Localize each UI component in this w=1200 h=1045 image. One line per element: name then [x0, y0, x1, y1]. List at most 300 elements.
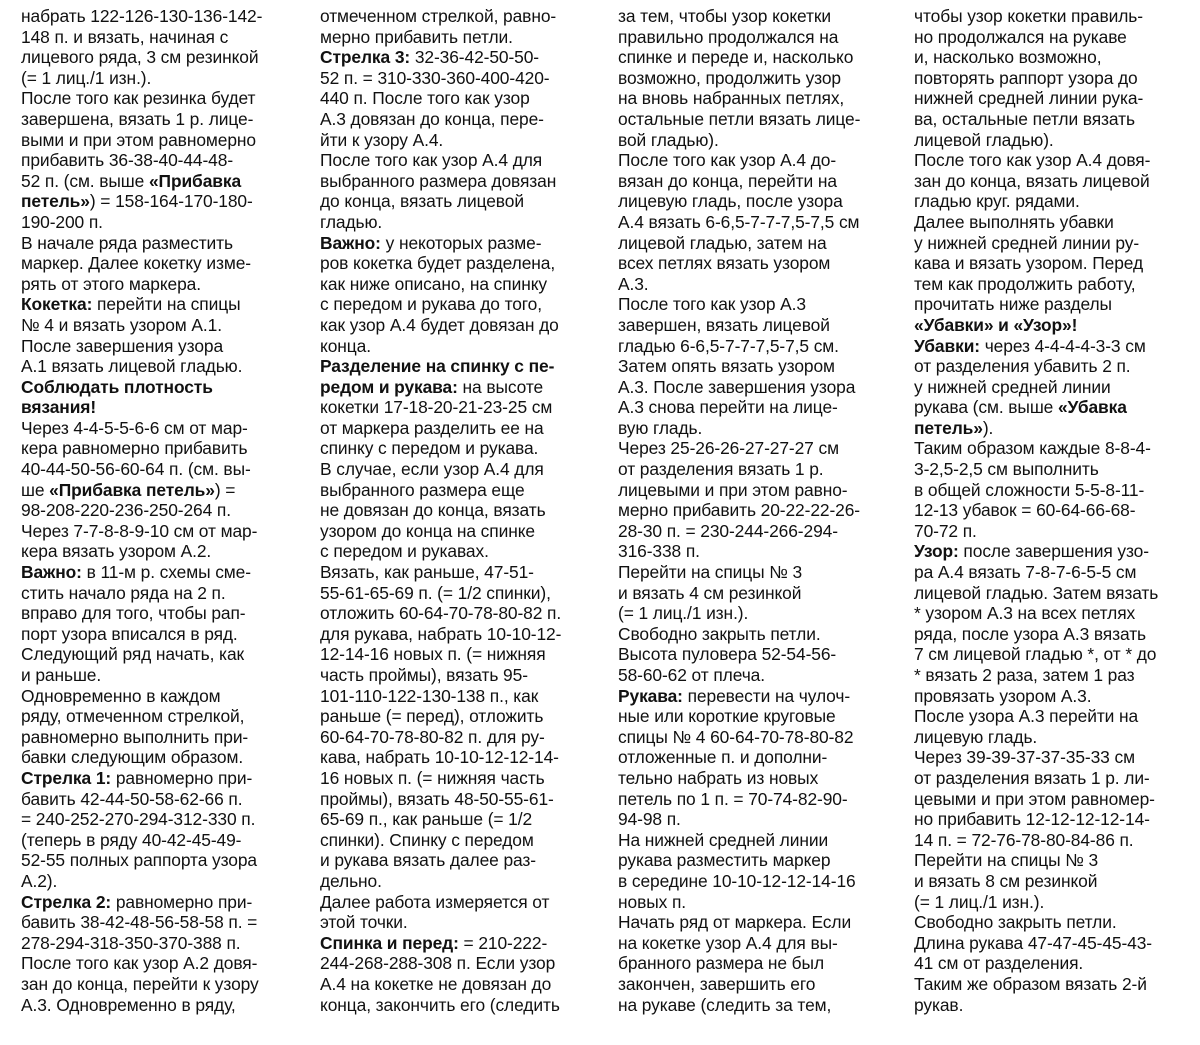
- body-text: спинку с передом и рукава.: [320, 438, 539, 459]
- text-line: [914, 68, 1194, 89]
- text-line: [320, 459, 600, 480]
- body-text: Вязать, как раньше, 47-51-: [320, 562, 534, 583]
- text-line: [618, 747, 896, 768]
- text-line: [21, 438, 303, 459]
- bold-heading-text: Рукава:: [618, 685, 683, 706]
- body-text: (= 1 лиц./1 изн.).: [914, 891, 1045, 912]
- text-line: [618, 27, 896, 48]
- text-line: [914, 233, 1194, 254]
- text-line: [914, 438, 1194, 459]
- text-line: [618, 88, 896, 109]
- text-line: [618, 377, 896, 398]
- bold-heading-text: Важно:: [320, 232, 381, 253]
- text-line: [914, 397, 1194, 418]
- body-text: спинки). Спинку с передом: [320, 829, 534, 850]
- body-text: на высоте: [457, 376, 544, 397]
- text-line: [320, 356, 600, 377]
- text-line: [914, 727, 1194, 748]
- body-text: вую гладь.: [618, 417, 703, 438]
- text-line: [320, 109, 600, 130]
- body-text: через 4-4-4-4-3-3 см: [979, 335, 1146, 356]
- text-line: [618, 871, 896, 892]
- body-text: В начале ряда разместить: [21, 232, 234, 253]
- text-line: [320, 850, 600, 871]
- body-text: проймы), вязать 48-50-55-61-: [320, 788, 554, 809]
- bold-heading-text: Разделение на спинку с пе-: [320, 356, 555, 377]
- text-line: [21, 665, 303, 686]
- body-text: После того как узор А.4 довя-: [914, 150, 1151, 171]
- text-line: [618, 130, 896, 151]
- body-text: и вязать 8 см резинкой: [914, 870, 1098, 891]
- bold-heading-text: Убавки:: [914, 335, 980, 356]
- text-line: [21, 27, 303, 48]
- body-text: от разделения вязать 1 р. ли-: [914, 767, 1150, 788]
- text-line: [914, 377, 1194, 398]
- body-text: мерно прибавить 20-22-22-26-: [618, 500, 860, 521]
- text-line: [320, 789, 600, 810]
- text-line: [320, 727, 600, 748]
- bold-heading-text: редом и рукава:: [320, 376, 458, 397]
- body-text: Затем опять вязать узором: [618, 356, 835, 377]
- body-text: часть проймы), вязать 95-: [320, 665, 528, 685]
- text-line: [618, 315, 896, 336]
- body-text: ) = 158-164-170-180-: [89, 191, 253, 212]
- body-text: Далее выполнять убавки: [914, 211, 1114, 232]
- text-line: [320, 47, 600, 68]
- body-text: 12-13 убавок = 60-64-66-68-: [914, 500, 1136, 521]
- text-line: [320, 274, 600, 295]
- text-column-3: [618, 6, 896, 1015]
- body-text: за тем, чтобы узор кокетки: [618, 6, 832, 26]
- text-line: [914, 789, 1194, 810]
- body-text: После того как узор А.4 для: [320, 150, 543, 171]
- text-line: [21, 88, 303, 109]
- body-text: выбранного размера еще: [320, 479, 525, 500]
- body-text: не довязан до конца, вязать: [320, 500, 546, 521]
- body-text: и раньше.: [21, 665, 102, 685]
- text-line: [21, 397, 303, 418]
- body-text: порт узора вписался в ряд.: [21, 623, 238, 644]
- text-line: [320, 253, 600, 274]
- body-text: Свободно закрыть петли.: [914, 912, 1117, 933]
- body-text: и рукава вязать далее раз-: [320, 850, 536, 871]
- text-line: [21, 953, 303, 974]
- body-text: бавить 38-42-48-56-58-58 п. =: [21, 912, 258, 933]
- text-line: [320, 480, 600, 501]
- bold-heading-text: «Убавки» и «Узор»!: [914, 314, 1078, 335]
- text-line: [914, 583, 1194, 604]
- bold-heading-text: петель»: [21, 191, 90, 212]
- body-text: на кокетке узор А.4 для вы-: [618, 932, 838, 953]
- body-text: до конца, вязать лицевой: [320, 191, 524, 212]
- body-text: 70-72 п.: [914, 520, 977, 541]
- text-line: [914, 871, 1194, 892]
- body-text: в середине 10-10-12-12-14-16: [618, 870, 856, 891]
- text-line: [618, 150, 896, 171]
- text-line: [21, 686, 303, 707]
- body-text: спицы № 4 60-64-70-78-80-82: [618, 726, 854, 747]
- text-line: [618, 933, 896, 954]
- body-text: А.3 довязан до конца, пере-: [320, 108, 544, 129]
- text-line: [320, 809, 600, 830]
- body-text: конца, закончить его (следить: [320, 994, 560, 1015]
- text-line: [21, 850, 303, 871]
- body-text: кава и вязать узором. Перед: [914, 253, 1144, 274]
- text-line: [21, 191, 303, 212]
- text-line: [618, 356, 896, 377]
- text-line: [320, 212, 600, 233]
- text-line: [320, 377, 600, 398]
- body-text: провязать узором А.3.: [914, 685, 1092, 706]
- text-line: [618, 294, 896, 315]
- body-text: 440 п. После того как узор: [320, 88, 530, 109]
- body-text: 98-208-220-236-250-264 п.: [21, 500, 231, 521]
- text-line: [320, 871, 600, 892]
- text-line: [914, 665, 1194, 686]
- body-text: равномерно при-: [111, 891, 253, 912]
- body-text: отложить 60-64-70-78-80-82 п.: [320, 603, 562, 624]
- body-text: повторять раппорт узора до: [914, 67, 1138, 88]
- body-text: После завершения узора: [21, 335, 224, 356]
- bold-heading-text: «Прибавка: [148, 170, 242, 191]
- body-text: бавки следующим образом.: [21, 747, 244, 768]
- body-text: ) =: [214, 479, 236, 500]
- text-line: [618, 6, 896, 27]
- body-text: но продолжался на рукаве: [914, 26, 1127, 47]
- body-text: вязан до конца, перейти на: [618, 170, 837, 191]
- text-line: [21, 995, 303, 1016]
- text-line: [320, 315, 600, 336]
- body-text: * узором А.3 на всех петлях: [914, 603, 1136, 624]
- text-line: [320, 27, 600, 48]
- text-line: [618, 459, 896, 480]
- text-line: [21, 912, 303, 933]
- text-line: [21, 644, 303, 665]
- text-line: [21, 315, 303, 336]
- body-text: лицевую гладь, после узора: [618, 191, 843, 212]
- text-line: [914, 336, 1194, 357]
- body-text: правильно продолжался на: [618, 26, 839, 47]
- body-text: = 240-252-270-294-312-330 п.: [21, 809, 256, 830]
- body-text: новых п.: [618, 891, 686, 912]
- body-text: После того как резинка будет: [21, 88, 256, 109]
- body-text: * вязать 2 раза, затем 1 раз: [914, 665, 1135, 685]
- body-text: ва, остальные петли вязать: [914, 108, 1135, 129]
- text-line: [21, 500, 303, 521]
- body-text: кава, набрать 10-10-12-12-14-: [320, 747, 559, 768]
- text-line: [618, 809, 896, 830]
- body-text: цевыми и при этом равномер-: [914, 788, 1155, 809]
- text-line: [21, 68, 303, 89]
- text-line: [914, 459, 1194, 480]
- text-line: [618, 480, 896, 501]
- body-text: ные или короткие круговые: [618, 706, 836, 727]
- text-line: [21, 109, 303, 130]
- text-line: [21, 603, 303, 624]
- text-line: [618, 624, 896, 645]
- text-line: [320, 603, 600, 624]
- text-line: [914, 356, 1194, 377]
- text-line: [618, 953, 896, 974]
- body-text: выми и при этом равномерно: [21, 129, 256, 150]
- body-text: гладью.: [320, 211, 383, 232]
- text-line: [914, 892, 1194, 913]
- text-line: [914, 212, 1194, 233]
- body-text: остальные петли вязать лице-: [618, 108, 861, 129]
- text-line: [320, 583, 600, 604]
- text-line: [618, 727, 896, 748]
- body-text: 148 п. и вязать, начиная с: [21, 26, 229, 47]
- bold-heading-text: Спинка и перед:: [320, 932, 459, 953]
- text-line: [21, 274, 303, 295]
- text-line: [21, 768, 303, 789]
- text-line: [21, 6, 303, 27]
- body-text: 28-30 п. = 230-244-266-294-: [618, 520, 838, 541]
- text-line: [914, 27, 1194, 48]
- body-text: 16 новых п. (= нижняя часть: [320, 767, 545, 788]
- text-line: [914, 747, 1194, 768]
- text-line: [914, 850, 1194, 871]
- text-line: [618, 583, 896, 604]
- text-line: [618, 274, 896, 295]
- text-line: [320, 191, 600, 212]
- body-text: 7 см лицевой гладью *, от * до: [914, 644, 1157, 665]
- text-line: [21, 624, 303, 645]
- body-text: у некоторых разме-: [380, 232, 542, 253]
- body-text: 41 см от разделения.: [914, 953, 1084, 974]
- text-line: [21, 706, 303, 727]
- body-text: Через 39-39-37-37-35-33 см: [914, 747, 1135, 768]
- body-text: лицевую гладь.: [914, 726, 1038, 747]
- text-line: [21, 747, 303, 768]
- text-line: [320, 665, 600, 686]
- text-line: [914, 274, 1194, 295]
- body-text: чтобы узор кокетки правиль-: [914, 6, 1143, 26]
- text-line: [320, 500, 600, 521]
- text-line: [618, 706, 896, 727]
- text-line: [21, 583, 303, 604]
- text-line: [914, 88, 1194, 109]
- text-line: [320, 624, 600, 645]
- body-text: кокетки 17-18-20-21-23-25 см: [320, 397, 553, 418]
- body-text: мерно прибавить петли.: [320, 26, 513, 47]
- body-text: Через 25-26-26-27-27-27 см: [618, 438, 839, 459]
- text-line: [914, 47, 1194, 68]
- text-line: [320, 912, 600, 933]
- body-text: А.3. После завершения узора: [618, 376, 856, 397]
- text-line: [618, 191, 896, 212]
- body-text: нижней средней линии рука-: [914, 88, 1144, 109]
- text-line: [618, 789, 896, 810]
- text-line: [914, 644, 1194, 665]
- body-text: набрать 122-126-130-136-142-: [21, 6, 263, 26]
- body-text: А.3 снова перейти на лице-: [618, 397, 838, 418]
- text-line: [618, 418, 896, 439]
- body-text: Свободно закрыть петли.: [618, 623, 821, 644]
- body-text: ряда, после узора А.3 вязать: [914, 623, 1147, 644]
- body-text: от маркера разделить ее на: [320, 417, 544, 438]
- text-line: [914, 912, 1194, 933]
- body-text: 244-268-288-308 п. Если узор: [320, 953, 556, 974]
- body-text: рять от этого маркера.: [21, 273, 201, 294]
- text-line: [914, 480, 1194, 501]
- body-text: равномерно выполнить при-: [21, 726, 249, 747]
- text-line: [914, 809, 1194, 830]
- text-line: [914, 562, 1194, 583]
- text-line: [618, 397, 896, 418]
- text-line: [21, 892, 303, 913]
- text-line: [320, 68, 600, 89]
- text-line: [21, 541, 303, 562]
- text-line: [618, 912, 896, 933]
- text-line: [320, 892, 600, 913]
- text-line: [914, 521, 1194, 542]
- text-line: [21, 294, 303, 315]
- body-text: йти к узору А.4.: [320, 129, 444, 150]
- body-text: А.2).: [21, 870, 58, 891]
- text-line: [320, 521, 600, 542]
- bold-heading-text: Стрелка 2:: [21, 891, 112, 912]
- text-line: [618, 171, 896, 192]
- body-text: гладью 6-6,5-7-7-7,5-7,5 см.: [618, 335, 839, 356]
- body-text: лицевыми и при этом равно-: [618, 479, 848, 500]
- text-line: [914, 109, 1194, 130]
- text-line: [320, 830, 600, 851]
- body-text: зан до конца, перейти к узору: [21, 973, 259, 994]
- body-text: Высота пуловера 52-54-56-: [618, 644, 837, 665]
- body-text: Перейти на спицы № 3: [618, 562, 803, 583]
- body-text: и, насколько возможно,: [914, 47, 1102, 68]
- body-text: кера вязать узором А.2.: [21, 541, 212, 562]
- bold-heading-text: Важно:: [21, 562, 82, 583]
- text-line: [21, 130, 303, 151]
- text-line: [320, 397, 600, 418]
- text-line: [320, 294, 600, 315]
- body-text: А.4 вязать 6-6,5-7-7-7,5-7,5 см: [618, 211, 860, 232]
- body-text: рукава разместить маркер: [618, 850, 831, 871]
- body-text: дельно.: [320, 870, 382, 891]
- bold-heading-text: Стрелка 1:: [21, 767, 112, 788]
- body-text: для рукава, набрать 10-10-12-: [320, 623, 562, 644]
- body-text: После узора А.3 перейти на: [914, 706, 1139, 727]
- body-text: А.1 вязать лицевой гладью.: [21, 356, 243, 377]
- text-line: [618, 521, 896, 542]
- text-line: [914, 974, 1194, 995]
- body-text: отмеченном стрелкой, равно-: [320, 6, 557, 26]
- text-line: [320, 644, 600, 665]
- bold-heading-text: Узор:: [914, 541, 959, 562]
- body-text: от разделения вязать 1 р.: [618, 459, 824, 480]
- body-text: вправо для того, чтобы рап-: [21, 603, 246, 624]
- text-line: [914, 624, 1194, 645]
- body-text: 52 п. = 310-330-360-400-420-: [320, 67, 550, 88]
- body-text: 14 п. = 72-76-78-80-84-86 п.: [914, 829, 1134, 850]
- text-line: [320, 6, 600, 27]
- body-text: ров кокетка будет разделена,: [320, 253, 556, 274]
- body-text: 52-55 полных раппорта узора: [21, 850, 257, 871]
- body-text: лицевой гладью, затем на: [618, 232, 827, 253]
- body-text: На нижней средней линии: [618, 829, 829, 850]
- text-line: [21, 418, 303, 439]
- body-text: как ниже описано, на спинку: [320, 273, 548, 294]
- text-line: [21, 727, 303, 748]
- body-text: ).: [982, 417, 994, 438]
- body-text: После того как узор А.2 довя-: [21, 953, 258, 974]
- body-text: Следующий ряд начать, как: [21, 644, 245, 665]
- body-text: 190-200 п.: [21, 211, 103, 232]
- text-line: [320, 706, 600, 727]
- text-line: [618, 233, 896, 254]
- text-line: [914, 418, 1194, 439]
- body-text: как узор А.4 будет довязан до: [320, 314, 559, 335]
- body-text: завершена, вязать 1 р. лице-: [21, 108, 254, 129]
- body-text: перевести на чулоч-: [682, 685, 851, 706]
- text-column-4: [914, 6, 1194, 1015]
- body-text: маркер. Далее кокетку изме-: [21, 253, 251, 274]
- body-text: 40-44-50-56-60-64 п. (см. вы-: [21, 459, 251, 480]
- body-text: лицевой гладью. Затем вязать: [914, 582, 1159, 603]
- bold-heading-text: «Прибавка петель»: [49, 479, 215, 500]
- bold-heading-text: петель»: [914, 417, 983, 438]
- body-text: 3-2,5-2,5 см выполнить: [914, 459, 1099, 480]
- body-text: Одновременно в каждом: [21, 685, 221, 706]
- text-line: [21, 356, 303, 377]
- body-text: на рукаве (следить за тем,: [618, 994, 832, 1015]
- body-text: ряду, отмеченном стрелкой,: [21, 706, 245, 727]
- body-text: 55-61-65-69 п. (= 1/2 спинки),: [320, 582, 551, 603]
- body-text: (= 1 лиц./1 изн.).: [618, 603, 749, 624]
- body-text: закончен, завершить его: [618, 973, 816, 994]
- text-line: [914, 603, 1194, 624]
- body-text: конца.: [320, 335, 371, 356]
- text-line: [320, 562, 600, 583]
- body-text: (= 1 лиц./1 изн.).: [21, 67, 152, 88]
- text-line: [21, 233, 303, 254]
- text-line: [320, 747, 600, 768]
- text-line: [618, 500, 896, 521]
- text-line: [21, 480, 303, 501]
- body-text: перейти на спицы: [92, 294, 241, 315]
- body-text: рукава (см. выше: [914, 397, 1058, 418]
- body-text: Таким образом каждые 8-8-4-: [914, 438, 1151, 459]
- text-line: [618, 541, 896, 562]
- body-text: 101-110-122-130-138 п., как: [320, 685, 539, 706]
- text-line: [618, 686, 896, 707]
- body-text: 32-36-42-50-50-: [410, 47, 540, 68]
- text-line: [21, 336, 303, 357]
- text-line: [320, 88, 600, 109]
- body-text: В случае, если узор А.4 для: [320, 459, 544, 480]
- text-line: [914, 150, 1194, 171]
- body-text: с передом и рукава до того,: [320, 294, 542, 315]
- body-text: 65-69 п., как раньше (= 1/2: [320, 809, 533, 830]
- text-line: [320, 686, 600, 707]
- body-text: бавить 42-44-50-58-62-66 п.: [21, 788, 243, 809]
- body-text: 278-294-318-350-370-388 п.: [21, 932, 241, 953]
- body-text: ра А.4 вязать 7-8-7-6-5-5 см: [914, 562, 1137, 583]
- text-line: [320, 233, 600, 254]
- body-text: тем как продолжить работу,: [914, 273, 1136, 294]
- text-line: [21, 933, 303, 954]
- text-line: [21, 974, 303, 995]
- text-line: [914, 500, 1194, 521]
- text-line: [21, 830, 303, 851]
- body-text: возможно, продолжить узор: [618, 67, 841, 88]
- body-text: у нижней средней линии ру-: [914, 232, 1140, 253]
- body-text: стить начало ряда на 2 п.: [21, 582, 226, 603]
- text-line: [320, 438, 600, 459]
- text-line: [21, 171, 303, 192]
